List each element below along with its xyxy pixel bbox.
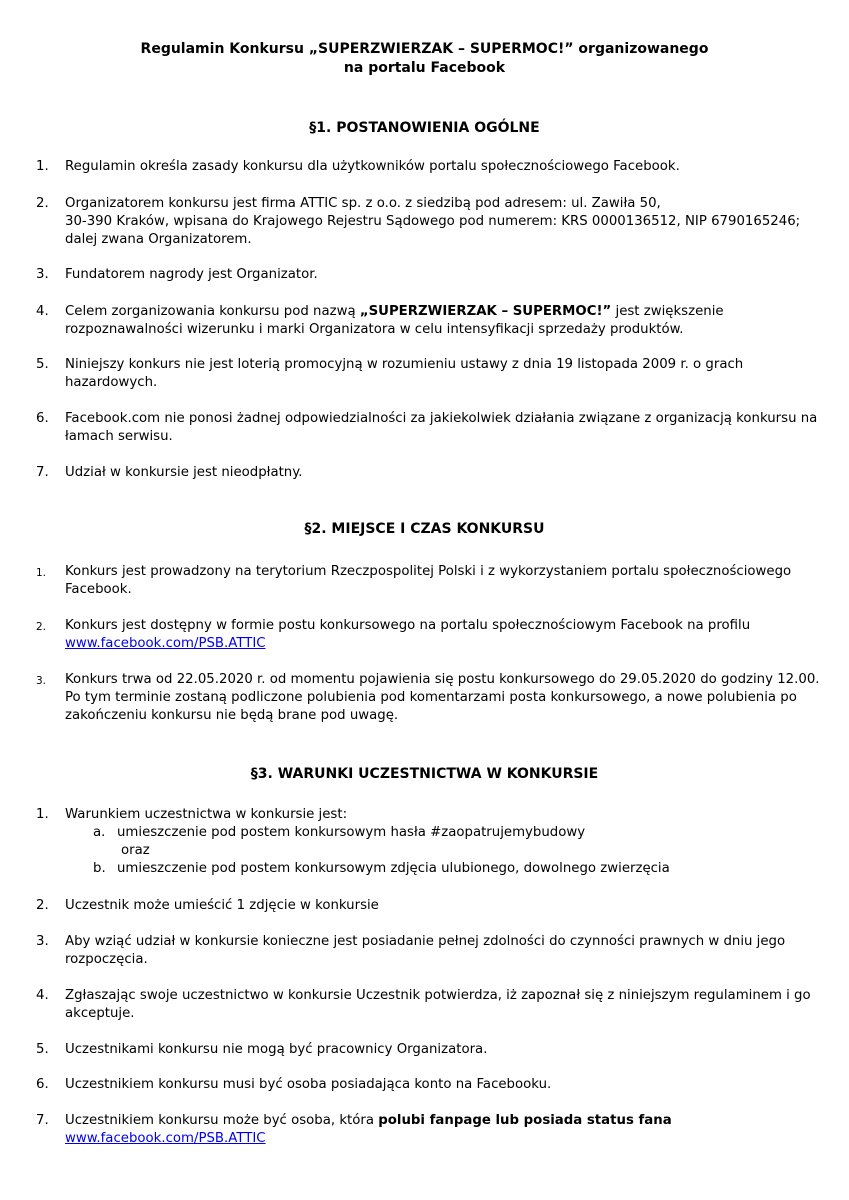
text-run: Celem zorganizowania konkursu pod nazwą [65, 304, 360, 319]
title-line-1: Regulamin Konkursu „SUPERZWIERZAK – SUPERMOC!” organizowanego [140, 41, 709, 57]
text-run: jest zwiększenie [611, 304, 724, 319]
list-text: Fundatorem nagrody jest Organizator. [65, 267, 318, 282]
text-line: Facebook. [65, 582, 132, 597]
list-number: 2. [36, 621, 47, 633]
list-number: 3. [36, 267, 49, 282]
list-text [65, 933, 825, 969]
list-number: 6. [36, 1077, 49, 1092]
list-number: 4. [36, 988, 49, 1003]
list-text: Uczestnikiem konkursu musi być osoba posiadająca konto na Facebooku. [65, 1077, 552, 1092]
subitem-text: oraz [121, 843, 150, 858]
list-number: 3. [36, 675, 47, 687]
text-line: Konkurs jest dostępny w formie postu konkursowego na portalu społecznościowym Facebook na profilu [65, 618, 751, 633]
text-line: hazardowych. [65, 375, 158, 390]
list-number: 6. [36, 411, 49, 426]
list-text: Udział w konkursie jest nieodpłatny. [65, 465, 303, 480]
text-line: dalej zwana Organizatorem. [65, 232, 252, 247]
list-number: 5. [36, 357, 49, 372]
text-line: akceptuje. [65, 1006, 135, 1021]
text-line [65, 303, 825, 321]
list-number: 7. [36, 1113, 49, 1128]
text-line: rozpoczęcia. [65, 952, 148, 967]
text-line: zakończeniu konkursu nie będą brane pod uwagę. [65, 708, 399, 723]
list-number: 5. [36, 1042, 49, 1057]
text-line: Konkurs trwa od 22.05.2020 r. od momentu pojawienia się postu konkursowego do 29.05.2020 do godziny 12.00. [65, 672, 820, 687]
list-text: Regulamin określa zasady konkursu dla użytkowników portalu społecznościowego Facebook. [65, 159, 680, 174]
list-text [65, 1112, 825, 1148]
section-2-heading: §2. MIEJSCE I CZAS KONKURSU [304, 521, 545, 537]
list-number: 2. [36, 196, 49, 211]
subitem-text: umieszczenie pod postem konkursowym zdjęcia ulubionego, dowolnego zwierzęcia [117, 861, 670, 876]
list-number: 2. [36, 898, 49, 913]
text-line: Konkurs jest prowadzony na terytorium Rzeczpospolitej Polski i z wykorzystaniem portalu społecznościowego [65, 564, 792, 579]
list-text [65, 617, 825, 653]
section-3-heading: §3. WARUNKI UCZESTNICTWA W KONKURSIE [250, 766, 599, 782]
text-line: rozpoznawalności wizerunku i marki Organizatora w celu intensyfikacji sprzedaży produktów. [65, 322, 684, 337]
text-line: Zgłaszając swoje uczestnictwo w konkursie Uczestnik potwierdza, iż zapoznał się z niniejszym regulaminem i go [65, 988, 811, 1003]
facebook-profile-link[interactable]: www.facebook.com/PSB.ATTIC [65, 636, 266, 651]
list-text: Uczestnik może umieścić 1 zdjęcie w konkursie [65, 898, 379, 913]
text-line: Niniejszy konkurs nie jest loterią promocyjną w rozumieniu ustawy z dnia 19 listopada 2009 r. o grach [65, 357, 744, 372]
text-line: łamach serwisu. [65, 429, 173, 444]
text-line [65, 1112, 825, 1130]
section-1-heading: §1. POSTANOWIENIA OGÓLNE [309, 120, 540, 136]
list-text: Uczestnikami konkursu nie mogą być pracownicy Organizatora. [65, 1042, 488, 1057]
list-number: 3. [36, 934, 49, 949]
list-text [65, 563, 825, 599]
list-text [65, 195, 825, 249]
list-text [65, 303, 825, 339]
list-text: Warunkiem uczestnictwa w konkursie jest: [65, 807, 348, 822]
subitem-label: a. [93, 825, 106, 840]
subitem-text: umieszczenie pod postem konkursowym hasła #zaopatrujemybudowy [117, 825, 586, 840]
text-line: 30-390 Kraków, wpisana do Krajowego Rejestru Sądowego pod numerem: KRS 0000136512, NIP 6790165246; [65, 214, 801, 229]
text-run: Uczestnikiem konkursu może być osoba, która [65, 1113, 379, 1128]
list-text [65, 356, 825, 392]
document-title [0, 40, 849, 78]
text-line: Facebook.com nie ponosi żadnej odpowiedzialności za jakiekolwiek działania związane z organizacją konkursu na [65, 411, 818, 426]
text-line: Organizatorem konkursu jest firma ATTIC sp. z o.o. z siedzibą pod adresem: ul. Zawiła 50, [65, 196, 661, 211]
list-number: 4. [36, 304, 49, 319]
subitem-label: b. [93, 861, 106, 876]
bold-text: polubi fanpage lub posiada status fana [378, 1113, 672, 1128]
list-text [65, 987, 825, 1023]
text-line: Po tym terminie zostaną podliczone polubienia pod komentarzami posta konkursowego, a nowe polubienia po [65, 690, 797, 705]
list-number: 1. [36, 159, 49, 174]
title-line-2: na portalu Facebook [343, 60, 506, 76]
list-number: 7. [36, 465, 49, 480]
list-text [65, 671, 825, 725]
contest-name: „SUPERZWIERZAK – SUPERMOC!” [359, 304, 612, 319]
list-number: 1. [36, 567, 47, 579]
list-text [65, 410, 825, 446]
text-line: Aby wziąć udział w konkursie konieczne jest posiadanie pełnej zdolności do czynności prawnych w dniu jego [65, 934, 786, 949]
facebook-fanpage-link[interactable]: www.facebook.com/PSB.ATTIC [65, 1131, 266, 1146]
list-number: 1. [36, 807, 49, 822]
